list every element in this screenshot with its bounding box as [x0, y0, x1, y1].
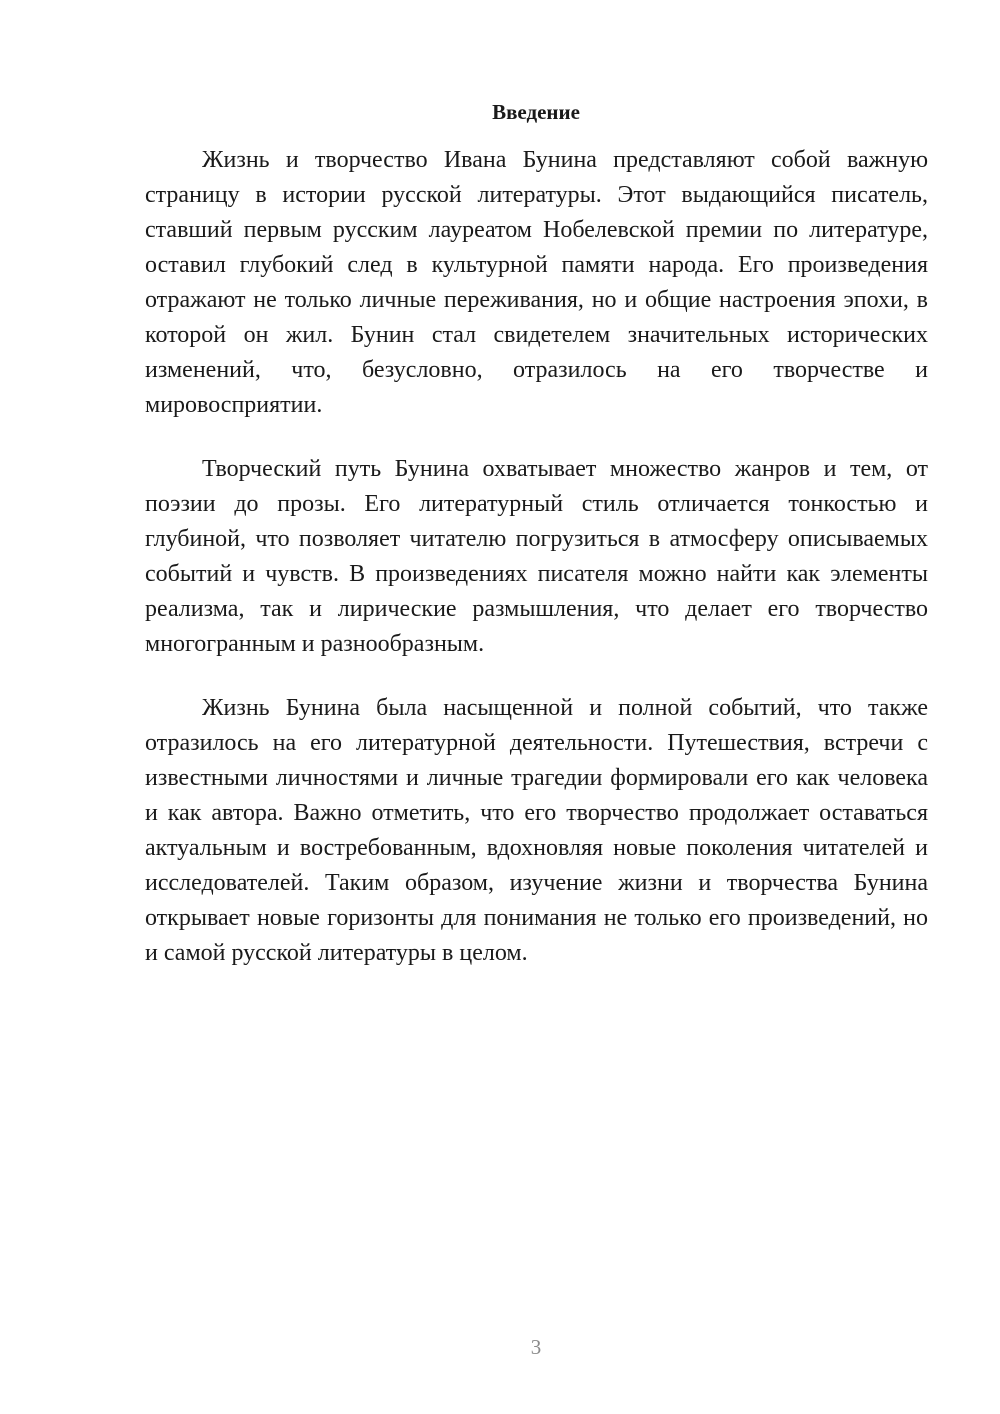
section-heading: Введение — [492, 100, 580, 124]
paragraph-2: Творческий путь Бунина охватывает множество жанров и тем, от поэзии до прозы. Его литературный стиль отличается тонкостью и глубиной, что позволяет читателю погрузиться в атмосферу описываемых событий и чувств. В произведениях писателя можно найти как элементы реализма, так и лирические размышления, что делает его творчество многогранным и разнообразным. — [145, 456, 928, 657]
body-text — [145, 143, 928, 1000]
paragraph-1: Жизнь и творчество Ивана Бунина представляют собой важную страницу в истории русской литературы. Этот выдающийся писатель, ставший первым русским лауреатом Нобелевской премии по литературе, оставил глубокий след в культурной памяти народа. Его произведения отражают не только личные переживания, но и общие настроения эпохи, в которой он жил. Бунин стал свидетелем значительных исторических изменений, что, безусловно, отразилось на его творчестве и мировосприятии. — [145, 147, 928, 418]
paragraph-3: Жизнь Бунина была насыщенной и полной событий, что также отразилось на его литературной деятельности. Путешествия, встречи с известными личностями и личные трагедии формировали его как человека и как автора. Важно отметить, что его творчество продолжает оставаться актуальным и востребованным, вдохновляя новые поколения читателей и исследователей. Таким образом, изучение жизни и творчества Бунина открывает новые горизонты для понимания не только его произведений, но и самой русской литературы в целом. — [145, 695, 928, 966]
page-number: 3 — [530, 1335, 542, 1359]
